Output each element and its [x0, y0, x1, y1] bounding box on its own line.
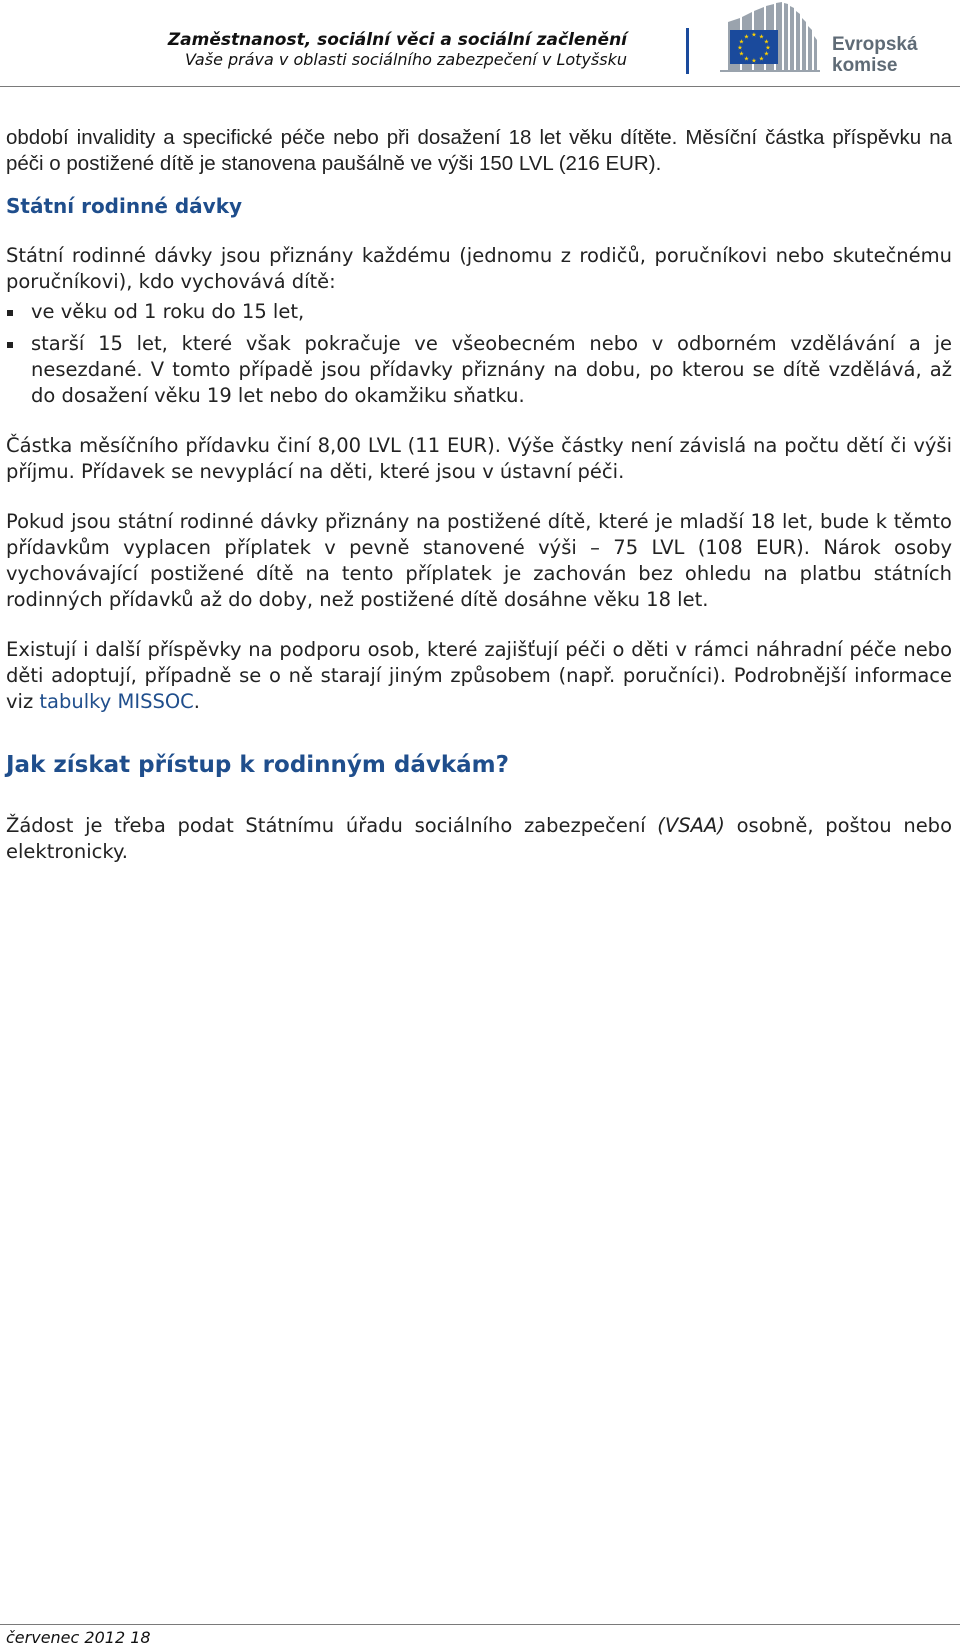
svg-text:★: ★: [758, 33, 765, 41]
list-item: [6, 331, 952, 409]
list-item-text: ve věku od 1 roku do 15 let,: [31, 300, 305, 323]
european-commission-logo: [720, 0, 960, 86]
bullet-square-icon: [7, 310, 13, 316]
paragraph-text-end: osobně, poštou nebo elektronicky.: [6, 814, 952, 863]
intro-paragraph: období invalidity a specifické péče nebo při dosažení 18 let věku dítěte. Měsíční částka příspěvku na péči o postižené dítě je stanovena paušálně ve výši 150 LVL (216 EUR).: [6, 126, 952, 175]
svg-text:★: ★: [743, 33, 750, 41]
main-heading: Jak získat přístup k rodinným dávkám?: [6, 752, 509, 778]
paragraph-text: Existují i další příspěvky na podporu osob, které zajišťují péči o děti v rámci náhradní péče nebo děti adoptují, případně se o ně starají jiným způsobem (např. poručníci). Podrobnější informace viz: [6, 638, 952, 713]
svg-text:★: ★: [763, 50, 770, 58]
main-content: [6, 125, 952, 865]
footer-rule: [0, 1624, 960, 1625]
svg-text:★: ★: [743, 55, 750, 63]
paragraph-application: [6, 813, 952, 865]
header-subtitle: Vaše práva v oblasti sociálního zabezpečení v Lotyšsku: [185, 50, 627, 69]
svg-text:★: ★: [763, 38, 770, 46]
section-heading: Státní rodinné dávky: [6, 194, 243, 218]
svg-text:★: ★: [758, 55, 765, 63]
logo-text-line1: Evropská: [832, 34, 918, 55]
page-header: [0, 0, 960, 88]
svg-text:★: ★: [751, 31, 757, 39]
header-text: [168, 30, 627, 70]
eligibility-list: [6, 299, 952, 409]
svg-text:★: ★: [751, 57, 757, 65]
page-footer: červenec 2012 18: [6, 1628, 151, 1647]
svg-text:★: ★: [738, 50, 745, 58]
header-title: Zaměstnanost, sociální věci a sociální začlenění: [167, 30, 627, 50]
svg-text:★: ★: [765, 44, 771, 52]
list-item-text: starší 15 let, které však pokračuje ve všeobecném nebo v odborném vzdělávání a je nesezdané. V tomto případě jsou přídavky přiznány na dobu, po kterou se dítě vzdělává, až do dosažení věku 19 let nebo do okamžiku sňatku.: [31, 332, 952, 407]
paragraph-text-end: .: [193, 690, 200, 713]
missoc-tables-link[interactable]: tabulky MISSOC: [39, 690, 194, 713]
header-rule: [0, 86, 960, 87]
paragraph-amount: Částka měsíčního přídavku činí 8,00 LVL (11 EUR). Výše částky není závislá na počtu dětí či výši příjmu. Přídavek se nevyplácí na děti, které jsou v ústavní péči.: [6, 434, 952, 483]
paragraph-text: Žádost je třeba podat Státnímu úřadu sociálního zabezpečení: [6, 814, 658, 837]
agency-abbreviation: (VSAA): [657, 814, 725, 837]
header-divider: [686, 28, 689, 74]
svg-text:★: ★: [737, 44, 743, 52]
list-item: [6, 299, 952, 325]
bullet-square-icon: [7, 342, 13, 348]
paragraph-eligibility: Státní rodinné dávky jsou přiznány každému (jednomu z rodičů, poručníkovi nebo skutečnému poručníkovi), kdo vychovává dítě:: [6, 244, 952, 293]
paragraph-disabled-child: Pokud jsou státní rodinné dávky přiznány na postižené dítě, které je mladší 18 let, bude k těmto přídavkům vyplacen příplatek v pevně stanovené výši – 75 LVL (108 EUR). Nárok osoby vychovávající postižené dítě na tento příplatek je zachován bez ohledu na platbu státních rodinných přídavků až do doby, než postižené dítě dosáhne věku 18 let.: [6, 510, 952, 611]
paragraph-other-benefits: [6, 637, 952, 715]
svg-text:★: ★: [738, 38, 745, 46]
logo-text-line2: komise: [832, 55, 898, 76]
